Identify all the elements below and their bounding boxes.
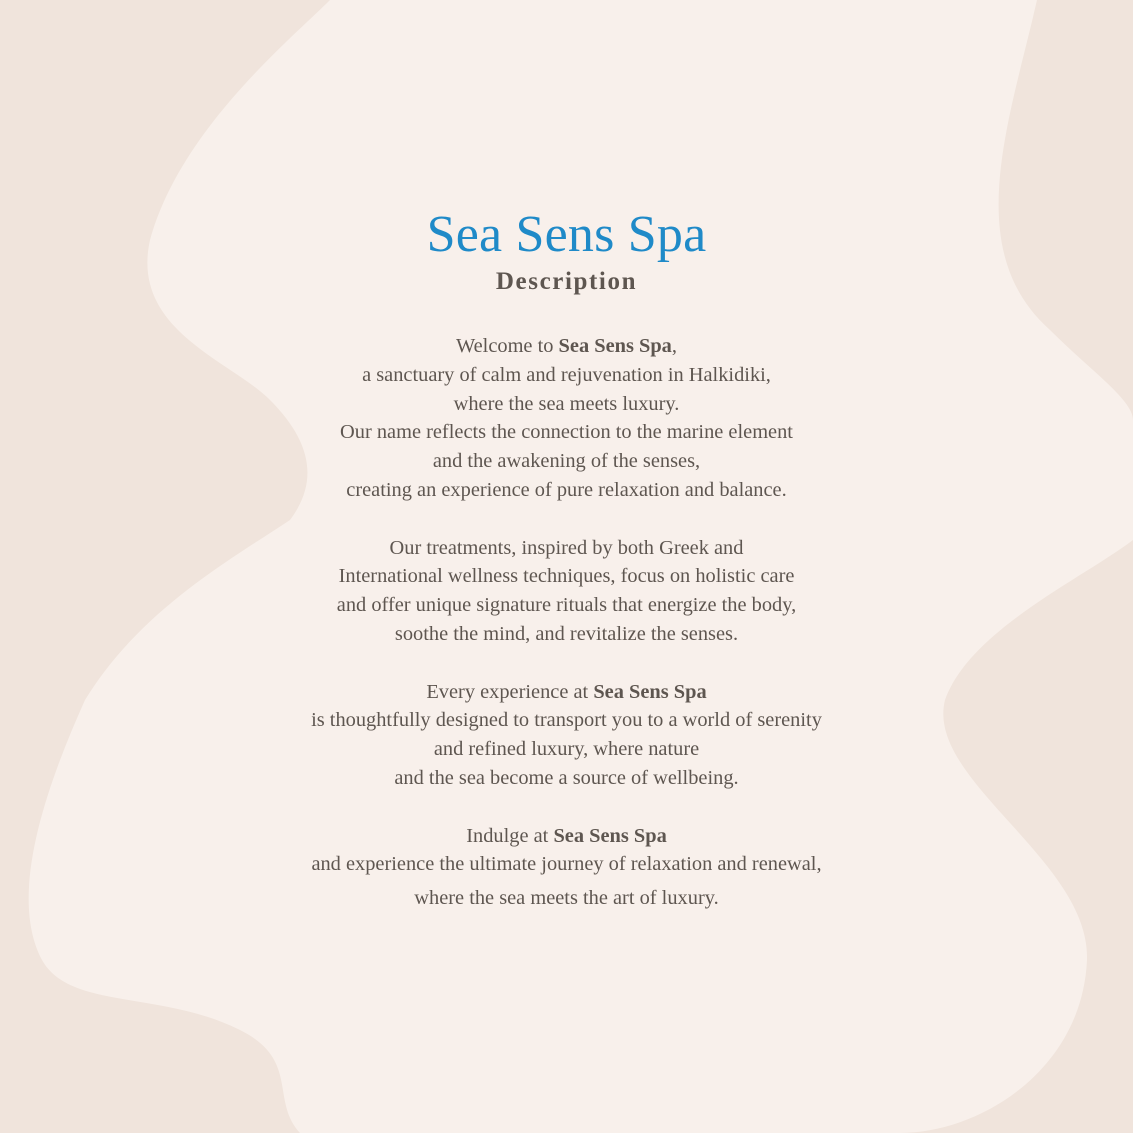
brand-name: Sea Sens Spa: [553, 824, 667, 847]
text-fragment: Welcome to: [456, 335, 559, 357]
text-fragment: Indulge at: [466, 824, 554, 847]
text-fragment: ,: [671, 335, 677, 357]
brand-name: Sea Sens Spa: [558, 335, 672, 357]
description-body: [0, 332, 1133, 913]
paragraph-treatments: [0, 534, 1133, 649]
page-subtitle: Description: [495, 268, 638, 295]
text-line: creating an experience of pure relaxation and balance.: [346, 478, 787, 501]
text-line: Our name reflects the connection to the marine element: [340, 421, 793, 444]
text-line: [0, 822, 1133, 851]
paragraph-welcome: [0, 332, 1133, 505]
text-line: Our treatments, inspired by both Greek and: [389, 536, 744, 559]
page-title: Sea Sens Spa: [426, 206, 707, 263]
text-line: [0, 332, 1133, 361]
text-line: and the awakening of the senses,: [432, 450, 701, 473]
text-line: where the sea meets the art of luxury.: [414, 887, 719, 910]
text-line: and the sea become a source of wellbeing.: [394, 766, 739, 789]
text-line: and offer unique signature rituals that energize the body,: [336, 594, 797, 617]
text-line: [0, 678, 1133, 707]
text-line: where the sea meets luxury.: [453, 392, 680, 415]
text-line: International wellness techniques, focus on holistic care: [338, 565, 795, 588]
paragraph-indulge: [0, 822, 1133, 913]
paragraph-experience: [0, 678, 1133, 793]
text-fragment: Every experience at: [426, 680, 594, 703]
text-line: and experience the ultimate journey of relaxation and renewal,: [311, 853, 822, 876]
text-line: and refined luxury, where nature: [433, 738, 700, 761]
text-line: soothe the mind, and revitalize the senses.: [394, 622, 739, 645]
text-line: a sanctuary of calm and rejuvenation in Halkidiki,: [362, 363, 771, 386]
description-panel: [0, 205, 1133, 942]
text-line: is thoughtfully designed to transport you to a world of serenity: [311, 709, 822, 732]
brand-name: Sea Sens Spa: [593, 680, 707, 703]
